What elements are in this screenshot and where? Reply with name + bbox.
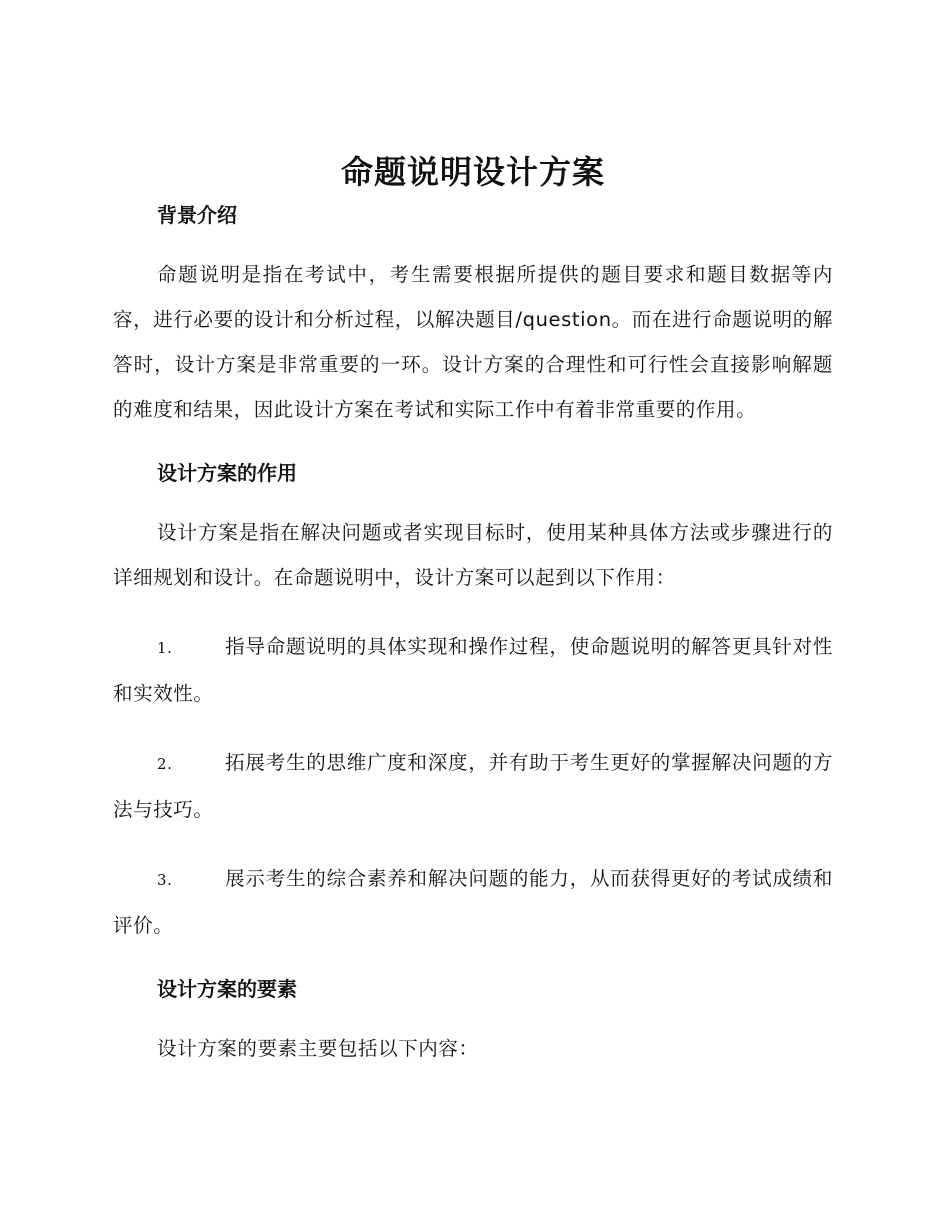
section-heading-role: 设计方案的作用 [157, 461, 297, 485]
list-item [113, 624, 833, 716]
list-item-number: 3. [157, 871, 173, 889]
list-item-text: 指导命题说明的具体实现和操作过程，使命题说明的解答更具针对性和实效性。 [113, 635, 833, 705]
list-item [113, 740, 833, 832]
section-heading-background: 背景介绍 [157, 203, 237, 227]
section-paragraph-background: 命题说明是指在考试中，考生需要根据所提供的题目要求和题目数据等内容，进行必要的设计和分析过程，以解决题目/question。而在进行命题说明的解答时，设计方案是非常重要的一环。设计方案的合理性和可行性会直接影响解题的难度和结果，因此设计方案在考试和实际工作中有着非常重要的作用。 [113, 263, 833, 421]
document-page [113, 150, 833, 1095]
document-title: 命题说明设计方案 [340, 153, 605, 191]
list-item-number: 2. [157, 755, 173, 773]
section-paragraph-elements: 设计方案的要素主要包括以下内容： [157, 1037, 479, 1060]
section-paragraph-role: 设计方案是指在解决问题或者实现目标时，使用某种具体方法或步骤进行的详细规划和设计。在命题说明中，设计方案可以起到以下作用： [113, 521, 833, 589]
list-item-text: 展示考生的综合素养和解决问题的能力，从而获得更好的考试成绩和评价。 [113, 867, 833, 937]
list-item-number: 1. [157, 639, 173, 657]
list-item-text: 拓展考生的思维广度和深度，并有助于考生更好的掌握解决问题的方法与技巧。 [113, 751, 833, 821]
section-heading-elements: 设计方案的要素 [157, 977, 297, 1001]
list-item [113, 856, 833, 948]
